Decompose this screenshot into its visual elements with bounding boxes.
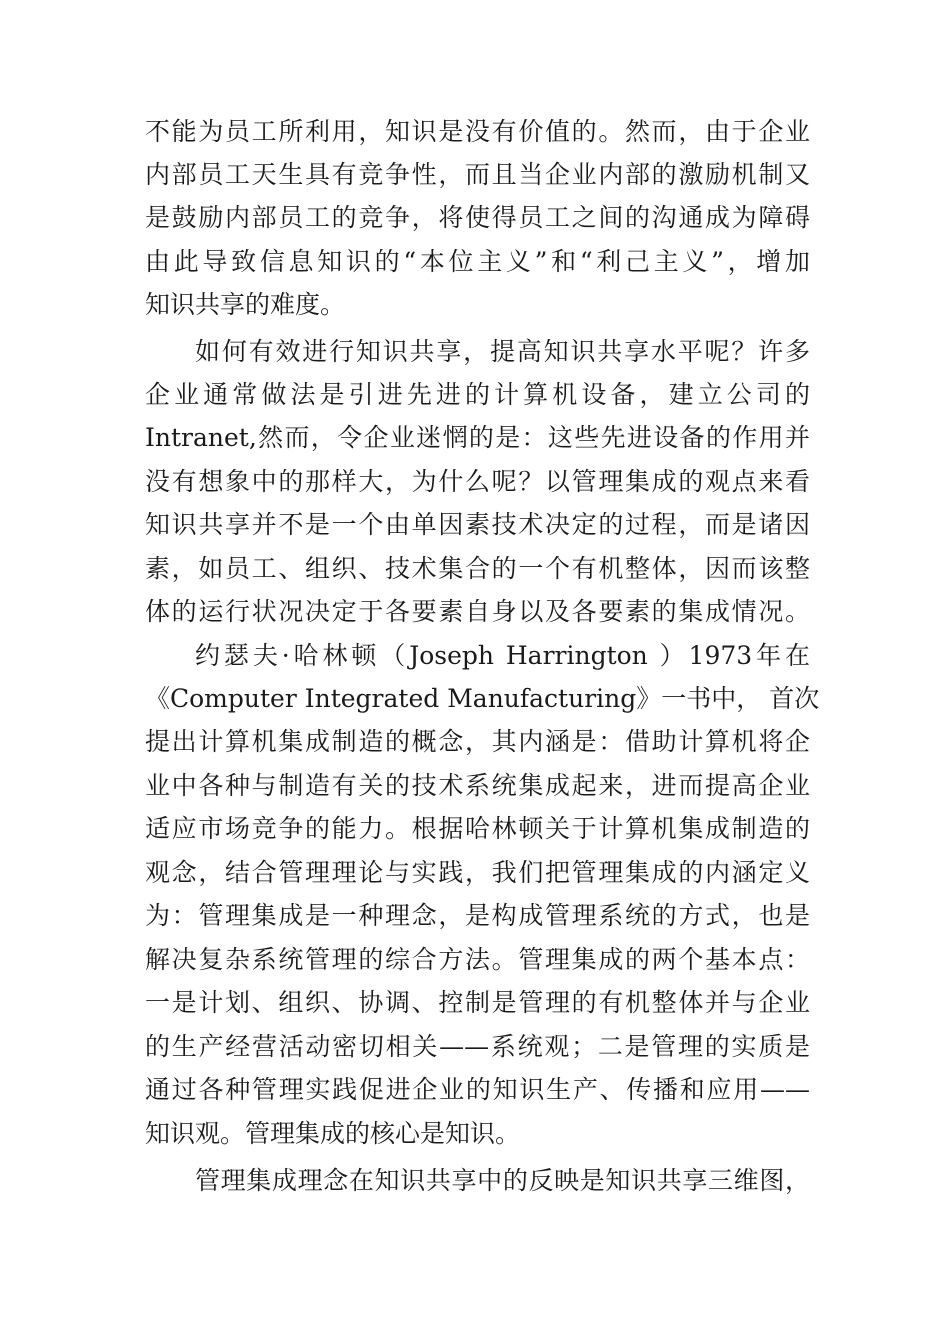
text-line: 的生产经营活动密切相关——系统观；二是管理的实质是 (145, 1032, 810, 1061)
text-line: 是鼓励内部员工的竞争，将使得员工之间的沟通成为障碍 (145, 203, 810, 232)
text-line: 没有想象中的那样大，为什么呢？以管理集成的观点来看 (145, 467, 810, 496)
text-line: 提出计算机集成制造的概念，其内涵是：借助计算机将企 (145, 727, 810, 756)
text-line: 内部员工天生具有竞争性，而且当企业内部的激励机制又 (145, 160, 810, 189)
paragraph-first-line: 约瑟夫·哈林顿（Joseph Harrington ）1973年在 (195, 641, 810, 670)
text-line: 体的运行状况决定于各要素自身以及各要素的集成情况。 (145, 597, 810, 626)
text-line: Intranet,然而，令企业迷惘的是：这些先进设备的作用并 (145, 423, 810, 452)
text-line: 素，如员工、组织、技术集合的一个有机整体，因而该整 (145, 554, 810, 583)
text-line: 知识观。管理集成的核心是知识。 (145, 1119, 521, 1148)
text-line: 不能为员工所利用，知识是没有价值的。然而，由于企业 (145, 117, 810, 146)
text-line: 知识共享的难度。 (145, 290, 346, 319)
text-line: 《Computer Integrated Manufacturing》一书中， 首次 (145, 684, 820, 713)
text-line: 由此导致信息知识的“本位主义”和“利己主义”，增加 (145, 247, 810, 276)
paragraph-first-line: 管理集成理念在知识共享中的反映是知识共享三维图， (195, 1166, 810, 1195)
text-line: 适应市场竞争的能力。根据哈林顿关于计算机集成制造的 (145, 814, 810, 843)
text-line: 业中各种与制造有关的技术系统集成起来，进而提高企业 (145, 771, 810, 800)
text-line: 知识共享并不是一个由单因素技术决定的过程，而是诸因 (145, 510, 810, 539)
text-line: 通过各种管理实践促进企业的知识生产、传播和应用—— (145, 1075, 810, 1104)
text-line: 观念，结合管理理论与实践，我们把管理集成的内涵定义 (145, 858, 810, 887)
text-line: 企业通常做法是引进先进的计算机设备，建立公司的 (145, 380, 810, 409)
paragraph-first-line: 如何有效进行知识共享，提高知识共享水平呢？许多 (195, 337, 810, 366)
text-line: 一是计划、组织、协调、控制是管理的有机整体并与企业 (145, 988, 810, 1017)
text-line: 为：管理集成是一种理念，是构成管理系统的方式，也是 (145, 901, 810, 930)
text-line: 解决复杂系统管理的综合方法。管理集成的两个基本点： (145, 945, 810, 974)
